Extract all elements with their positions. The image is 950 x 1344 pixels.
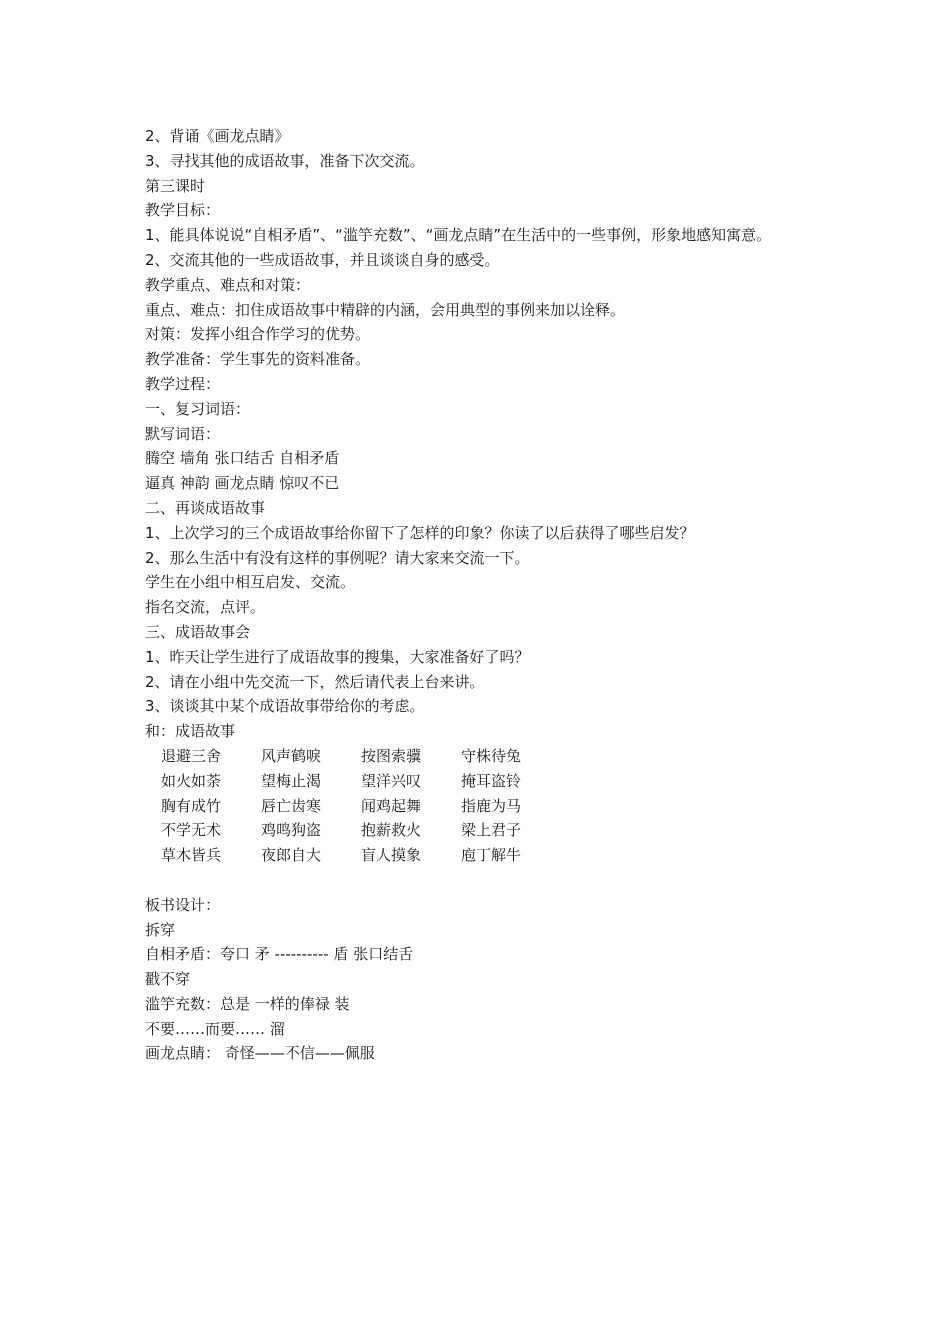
spacer xyxy=(145,868,825,893)
board-line: 画龙点睛： 奇怪——不信——佩服 xyxy=(145,1044,375,1063)
line: 对策：发挥小组合作学习的优势。 xyxy=(145,325,371,344)
teaching-goal-1: 1、能具体说说“自相矛盾”、“滥竽充数”、“画龙点睛”在生活中的一些事例，形象地感知寓意。 xyxy=(145,226,772,245)
line: 2、请在小组中先交流一下，然后请代表上台来讲。 xyxy=(145,672,485,691)
line: 教学重点、难点和对策： xyxy=(145,275,311,294)
board-line: 戳不穿 xyxy=(145,970,191,989)
line: 教学目标： xyxy=(145,201,221,220)
line: 指名交流，点评。 xyxy=(145,598,266,617)
idiom-cell: 抱薪救火 xyxy=(361,821,422,840)
line: 和：成语故事 xyxy=(145,722,236,741)
idiom-cell: 梁上君子 xyxy=(461,821,522,840)
idiom-row xyxy=(161,818,825,843)
line: 重点、难点：扣住成语故事中精辟的内涵，会用典型的事例来加以诠释。 xyxy=(145,300,626,319)
board-line: 自相矛盾：夸口 矛 ---------- 盾 张口结舌 xyxy=(145,945,414,964)
board-title: 板书设计： xyxy=(145,895,221,914)
line: 二、再谈成语故事 xyxy=(145,498,266,517)
idiom-row xyxy=(161,744,825,769)
idiom-cell: 守株待兔 xyxy=(461,746,522,765)
board-line: 滥竽充数：总是 一样的俸禄 装 xyxy=(145,994,350,1013)
idiom-cell: 夜郎自大 xyxy=(261,846,322,865)
idiom-row xyxy=(161,843,825,868)
idiom-cell: 不学无术 xyxy=(161,821,222,840)
board-line: 拆穿 xyxy=(145,920,176,939)
idiom-cell: 如火如荼 xyxy=(161,771,222,790)
idiom-cell: 鸡鸣狗盗 xyxy=(261,821,322,840)
idiom-cell: 盲人摸象 xyxy=(361,846,422,865)
line: 腾空 墙角 张口结舌 自相矛盾 xyxy=(145,449,340,468)
idiom-cell: 唇亡齿寒 xyxy=(261,796,322,815)
line: 教学过程： xyxy=(145,374,221,393)
line: 2、交流其他的一些成语故事，并且谈谈自身的感受。 xyxy=(145,250,500,269)
line: 1、上次学习的三个成语故事给你留下了怎样的印象？你读了以后获得了哪些启发？ xyxy=(145,523,695,542)
line: 学生在小组中相互启发、交流。 xyxy=(145,573,356,592)
line: 1、昨天让学生进行了成语故事的搜集，大家准备好了吗？ xyxy=(145,647,530,666)
board-line: 不要……而要…… 溜 xyxy=(145,1019,285,1038)
section-title: 第三课时 xyxy=(145,176,206,195)
line: 3、谈谈其中某个成语故事带给你的考虑。 xyxy=(145,697,425,716)
line: 三、成语故事会 xyxy=(145,622,251,641)
idiom-row xyxy=(161,769,825,794)
line: 教学准备：学生事先的资料准备。 xyxy=(145,350,371,369)
line: 默写词语： xyxy=(145,424,221,443)
idiom-cell: 草木皆兵 xyxy=(161,846,222,865)
idiom-cell: 退避三舍 xyxy=(161,746,222,765)
line: 2、背诵《画龙点睛》 xyxy=(145,127,290,145)
document-page xyxy=(145,124,825,1066)
idiom-table xyxy=(161,744,825,868)
line: 逼真 神韵 画龙点睛 惊叹不已 xyxy=(145,474,340,493)
idiom-cell: 闻鸡起舞 xyxy=(361,796,422,815)
idiom-row xyxy=(161,794,825,819)
idiom-cell: 望洋兴叹 xyxy=(361,771,422,790)
idiom-cell: 望梅止渴 xyxy=(261,771,322,790)
idiom-cell: 掩耳盗铃 xyxy=(461,771,522,790)
idiom-cell: 庖丁解牛 xyxy=(461,846,522,865)
idiom-cell: 按图索骥 xyxy=(361,746,422,765)
line: 一、复习词语： xyxy=(145,399,251,418)
idiom-cell: 胸有成竹 xyxy=(161,796,222,815)
line: 3、寻找其他的成语故事，准备下次交流。 xyxy=(145,151,425,170)
idiom-cell: 风声鹤唳 xyxy=(261,746,322,765)
idiom-cell: 指鹿为马 xyxy=(461,796,522,815)
line: 2、那么生活中有没有这样的事例呢？请大家来交流一下。 xyxy=(145,548,530,567)
